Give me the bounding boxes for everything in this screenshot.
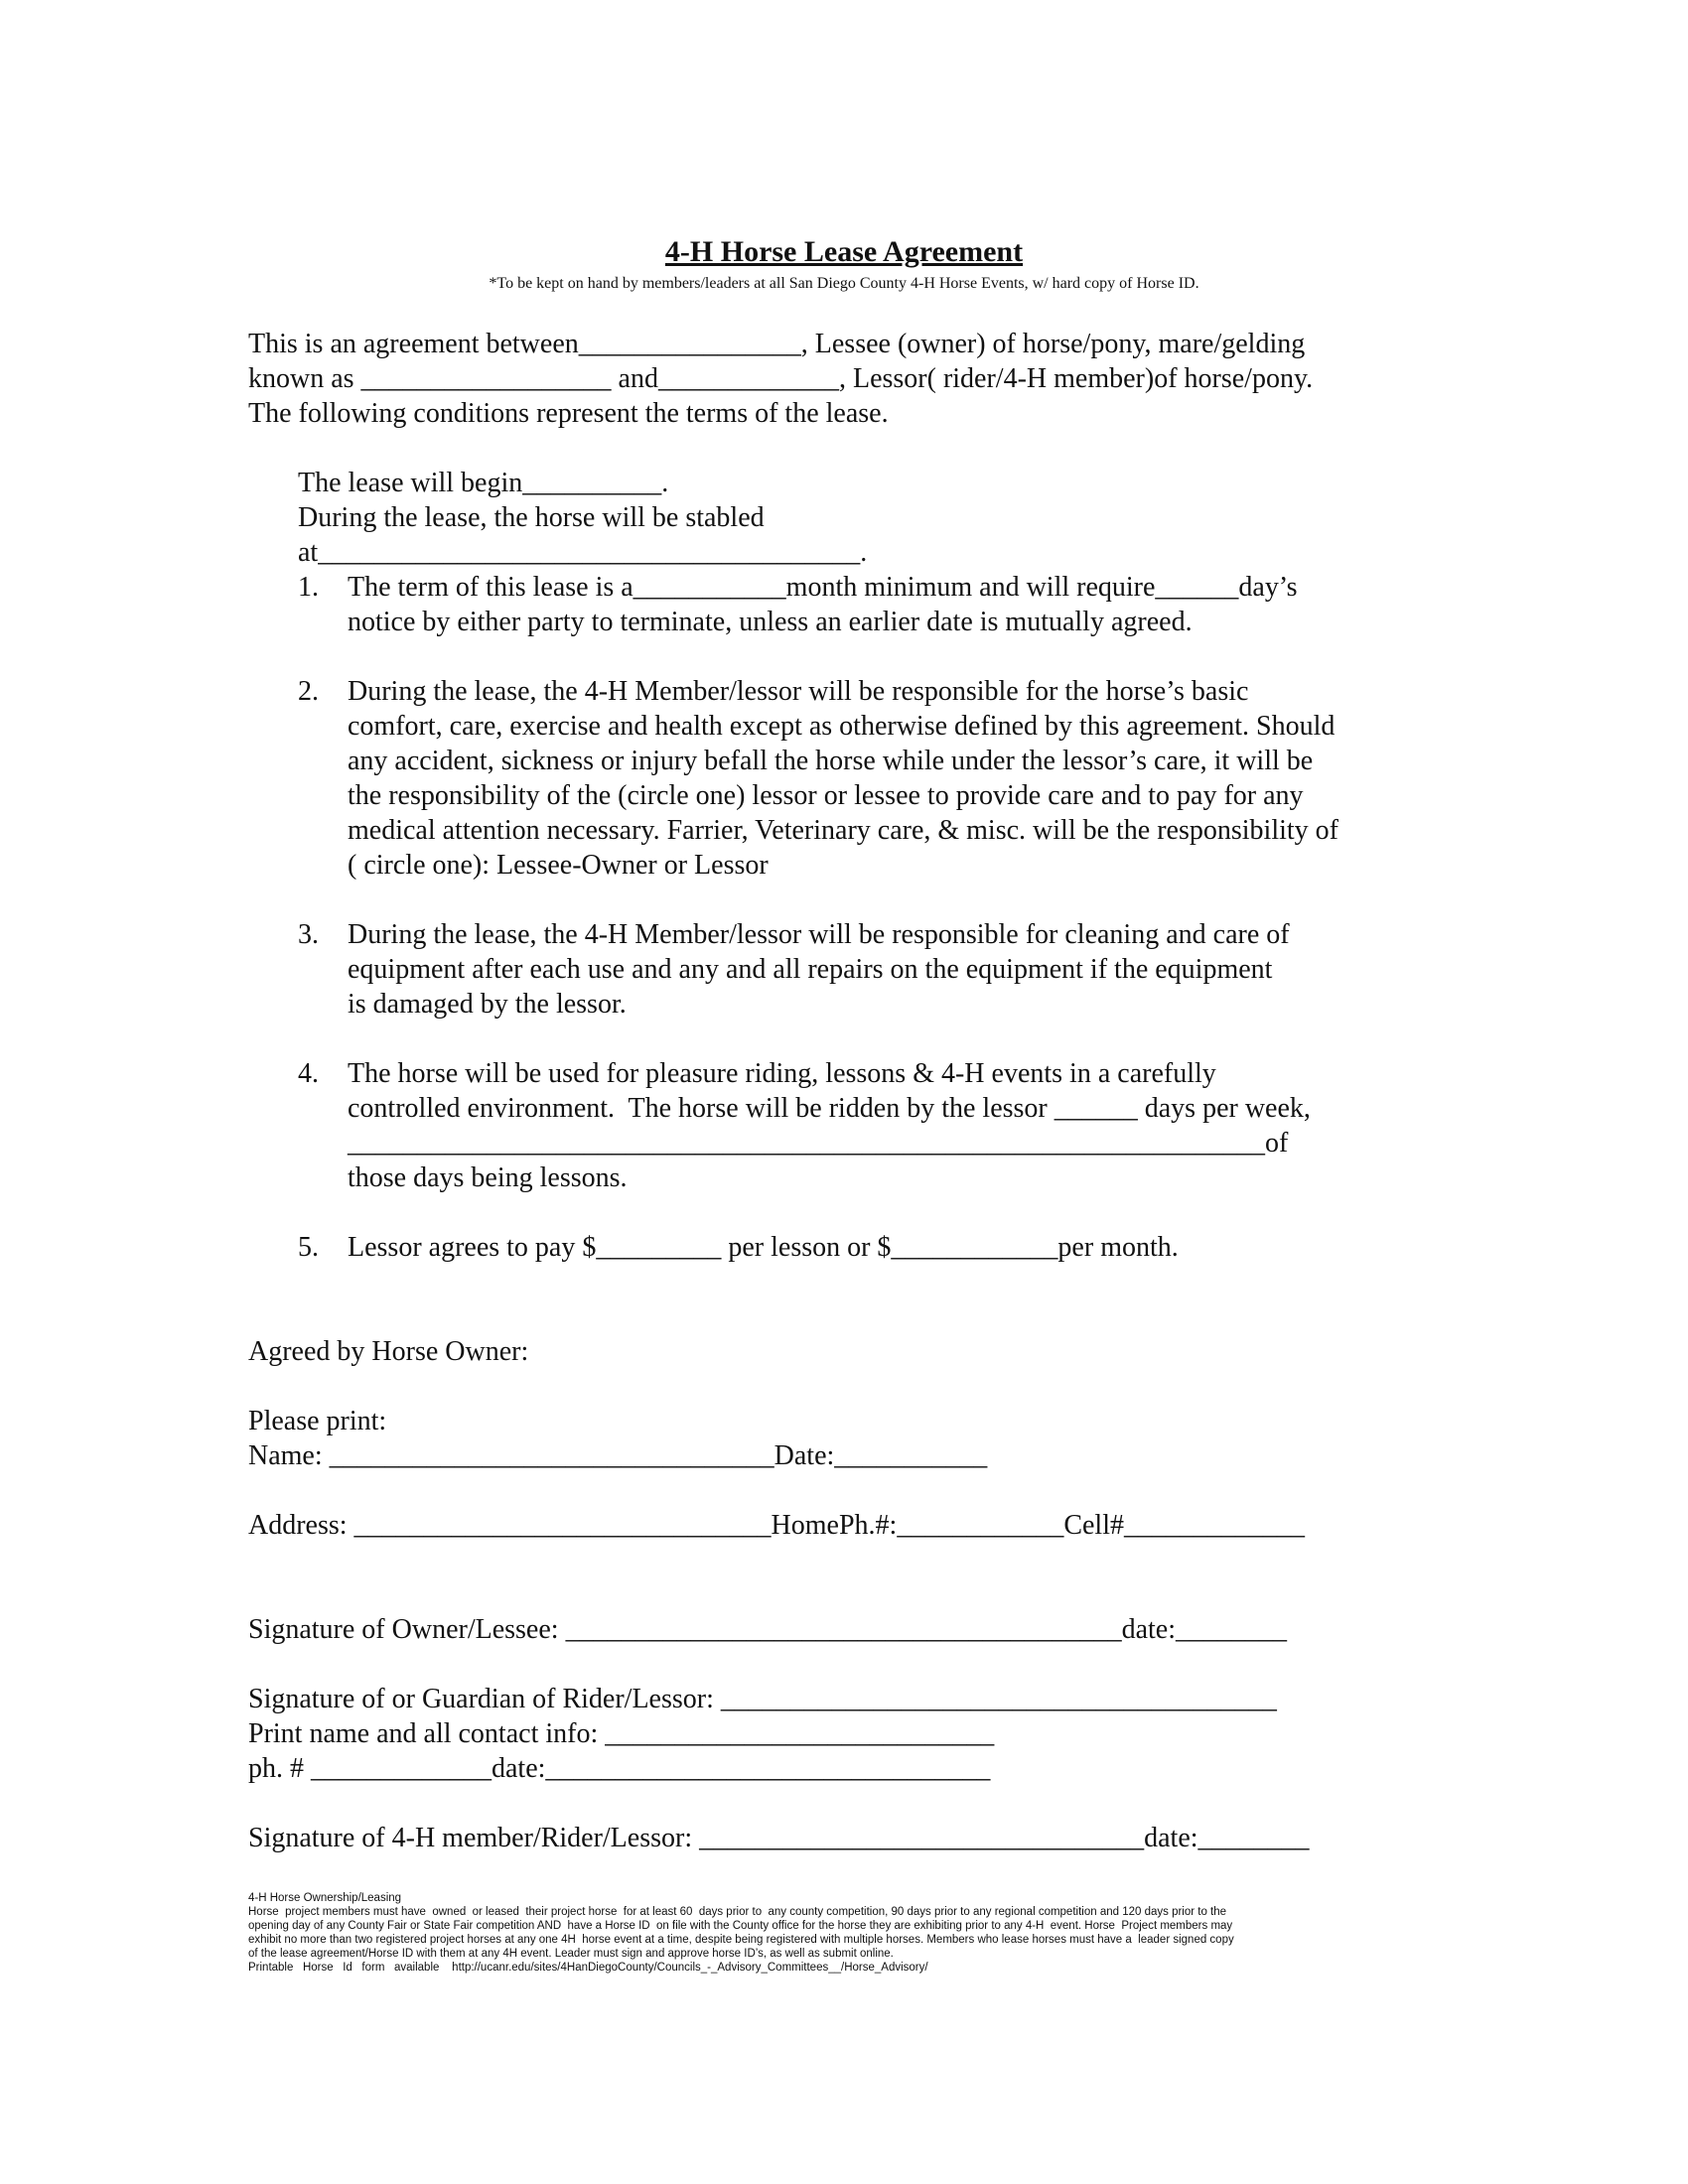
term-2-number: 2. — [298, 676, 319, 707]
footer-line-5: of the lease agreement/Horse ID with them at any 4H event. Leader must sign and approve horse ID’s, as well as submit online. — [248, 1948, 894, 1960]
stabled-line: During the lease, the horse will be stabled — [298, 502, 765, 533]
owner-name-date-field[interactable]: Name: ________________________________Date:___________ — [248, 1440, 988, 1471]
term-4-line-3: __________________________________________________________________of — [348, 1128, 1289, 1159]
print-name-contact-field[interactable]: Print name and all contact info: ____________________________ — [248, 1718, 995, 1749]
intro-line-2: known as __________________ and_____________, Lessor( rider/4-H member)of horse/pony. — [248, 363, 1314, 394]
term-5-line-1: Lessor agrees to pay $_________ per lesson or $____________per month. — [348, 1232, 1179, 1263]
agreed-by-owner-label: Agreed by Horse Owner: — [248, 1336, 529, 1367]
lease-begin-line: The lease will begin__________. — [298, 468, 669, 498]
stabled-at-line: at_______________________________________. — [298, 537, 868, 568]
term-3-line-1: During the lease, the 4-H Member/lessor will be responsible for cleaning and care of — [348, 919, 1290, 950]
term-2-line-4: the responsibility of the (circle one) lessor or lessee to provide care and to pay for any — [348, 780, 1304, 811]
term-2-line-6: ( circle one): Lessee-Owner or Lessor — [348, 850, 769, 881]
term-1-number: 1. — [298, 572, 319, 603]
please-print-label: Please print: — [248, 1406, 387, 1436]
term-2-line-2: comfort, care, exercise and health except as otherwise defined by this agreement. Should — [348, 711, 1336, 742]
owner-signature-field[interactable]: Signature of Owner/Lessee: ________________________________________date:________ — [248, 1614, 1287, 1645]
footer-line-1: 4-H Horse Ownership/Leasing — [248, 1892, 402, 1904]
term-4-line-4: those days being lessons. — [348, 1162, 628, 1193]
footer-line-4: exhibit no more than two registered project horses at any one 4H horse event at a time, despite being registered with multiple horses. Members who lease horses must have a leader signed copy — [248, 1934, 1234, 1946]
term-2-line-5: medical attention necessary. Farrier, Veterinary care, & misc. will be the responsibility of — [348, 815, 1338, 846]
term-1-line-2: notice by either party to terminate, unless an earlier date is mutually agreed. — [348, 607, 1193, 637]
phone-date-field[interactable]: ph. # _____________date:________________________________ — [248, 1753, 991, 1784]
document-title: 4-H Horse Lease Agreement — [664, 235, 1024, 268]
term-4-number: 4. — [298, 1058, 319, 1089]
intro-line-1: This is an agreement between________________, Lessee (owner) of horse/pony, mare/gelding — [248, 329, 1306, 359]
term-3-number: 3. — [298, 919, 319, 950]
intro-line-3: The following conditions represent the terms of the lease. — [248, 398, 889, 429]
guardian-signature-field[interactable]: Signature of or Guardian of Rider/Lessor: ________________________________________ — [248, 1684, 1277, 1714]
term-5-number: 5. — [298, 1232, 319, 1263]
term-3-line-3: is damaged by the lessor. — [348, 989, 627, 1020]
term-2-line-1: During the lease, the 4-H Member/lessor will be responsible for the horse’s basic — [348, 676, 1249, 707]
document-subtitle: *To be kept on hand by members/leaders at all San Diego County 4-H Horse Events, w/ hard copy of Horse ID. — [489, 275, 1199, 292]
term-4-line-1: The horse will be used for pleasure riding, lessons & 4-H events in a carefully — [348, 1058, 1216, 1089]
term-1-line-1: The term of this lease is a___________month minimum and will require______day’s — [348, 572, 1298, 603]
term-3-line-2: equipment after each use and any and all repairs on the equipment if the equipment — [348, 954, 1273, 985]
owner-address-phone-field[interactable]: Address: ______________________________HomePh.#:____________Cell#_____________ — [248, 1510, 1305, 1541]
member-signature-field[interactable]: Signature of 4-H member/Rider/Lessor: ________________________________date:________ — [248, 1823, 1310, 1853]
term-4-line-2: controlled environment. The horse will be ridden by the lessor ______ days per week, — [348, 1093, 1311, 1124]
footer-line-3: opening day of any County Fair or State Fair competition AND have a Horse ID on file with the County office for the horse they are exhibiting prior to any 4-H event. Horse Project members may — [248, 1920, 1233, 1932]
term-2-line-3: any accident, sickness or injury befall the horse while under the lessor’s care, it will be — [348, 746, 1314, 776]
footer-line-6: Printable Horse Id form available http://ucanr.edu/sites/4HanDiegoCounty/Councils_-_Advisory_Committees__/Horse_Advisory/ — [248, 1962, 928, 1974]
footer-line-2: Horse project members must have owned or leased their project horse for at least 60 days prior to any county competition, 90 days prior to any regional competition and 120 days prior to the — [248, 1906, 1227, 1918]
footer-notes — [248, 1891, 1390, 1975]
